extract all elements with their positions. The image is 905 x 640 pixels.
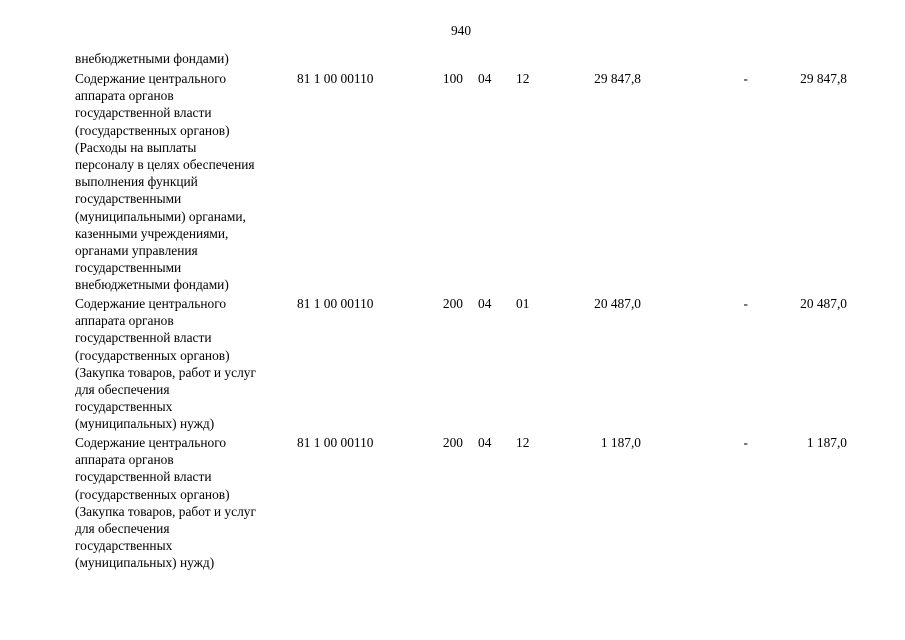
expense-type-code: 200: [442, 435, 463, 450]
amount-1: 1 187,0: [600, 435, 641, 450]
description-line: для обеспечения: [75, 521, 170, 537]
description-line: государственных: [75, 538, 173, 554]
description-line: внебюджетными фондами): [75, 277, 229, 293]
expense-type-code: 100: [442, 71, 463, 86]
page-number: 940: [450, 23, 472, 38]
section-code: 04: [478, 71, 492, 86]
description-line: Содержание центрального: [75, 296, 227, 311]
target-article-code: 81 1 00 00110: [297, 296, 374, 311]
description-line: (муниципальных) нужд): [75, 416, 215, 432]
amount-3: 1 187,0: [806, 435, 847, 450]
description-line: органами управления: [75, 243, 198, 259]
description-line: (государственных органов): [75, 486, 230, 502]
description-line: (государственных органов): [75, 347, 230, 363]
description-line: выполнения функций: [75, 174, 198, 190]
description-line: (муниципальных) нужд): [75, 555, 215, 571]
description-line: казенными учреждениями,: [75, 225, 229, 241]
description-line: персоналу в целях обеспечения: [75, 157, 255, 173]
description-line: Содержание центрального: [75, 435, 227, 450]
description-line: (муниципальными) органами,: [75, 208, 246, 224]
subsection-code: 01: [516, 296, 530, 311]
description-line: аппарата органов: [75, 313, 174, 329]
amount-1: 20 487,0: [594, 296, 641, 311]
description-line: для обеспечения: [75, 382, 170, 398]
target-article-code: 81 1 00 00110: [297, 71, 374, 86]
amount-2: -: [743, 71, 748, 86]
amount-1: 29 847,8: [594, 71, 641, 86]
description-line: государственной власти: [75, 105, 212, 121]
description-line: (Расходы на выплаты: [75, 139, 197, 155]
amount-3: 20 487,0: [800, 296, 847, 311]
row-description: [75, 434, 290, 572]
amount-2: -: [743, 435, 748, 450]
description-line: государственных: [75, 399, 173, 415]
amount-2: -: [743, 296, 748, 311]
description-line: государственной власти: [75, 469, 212, 485]
description-line: (государственных органов): [75, 122, 230, 138]
description-line: аппарата органов: [75, 452, 174, 468]
section-code: 04: [478, 435, 492, 450]
subsection-code: 12: [516, 71, 530, 86]
description-line: (Закупка товаров, работ и услуг: [75, 364, 256, 380]
carryover-text: внебюджетными фондами): [75, 51, 229, 66]
row-description: [75, 295, 290, 433]
description-line: аппарата органов: [75, 88, 174, 104]
section-code: 04: [478, 296, 492, 311]
subsection-code: 12: [516, 435, 530, 450]
description-line: Содержание центрального: [75, 71, 227, 86]
description-line: государственными: [75, 191, 182, 207]
description-line: (Закупка товаров, работ и услуг: [75, 503, 256, 519]
description-line: государственными: [75, 260, 182, 276]
row-description: [75, 70, 290, 294]
target-article-code: 81 1 00 00110: [297, 435, 374, 450]
description-line: государственной власти: [75, 330, 212, 346]
expense-type-code: 200: [442, 296, 463, 311]
amount-3: 29 847,8: [800, 71, 847, 86]
